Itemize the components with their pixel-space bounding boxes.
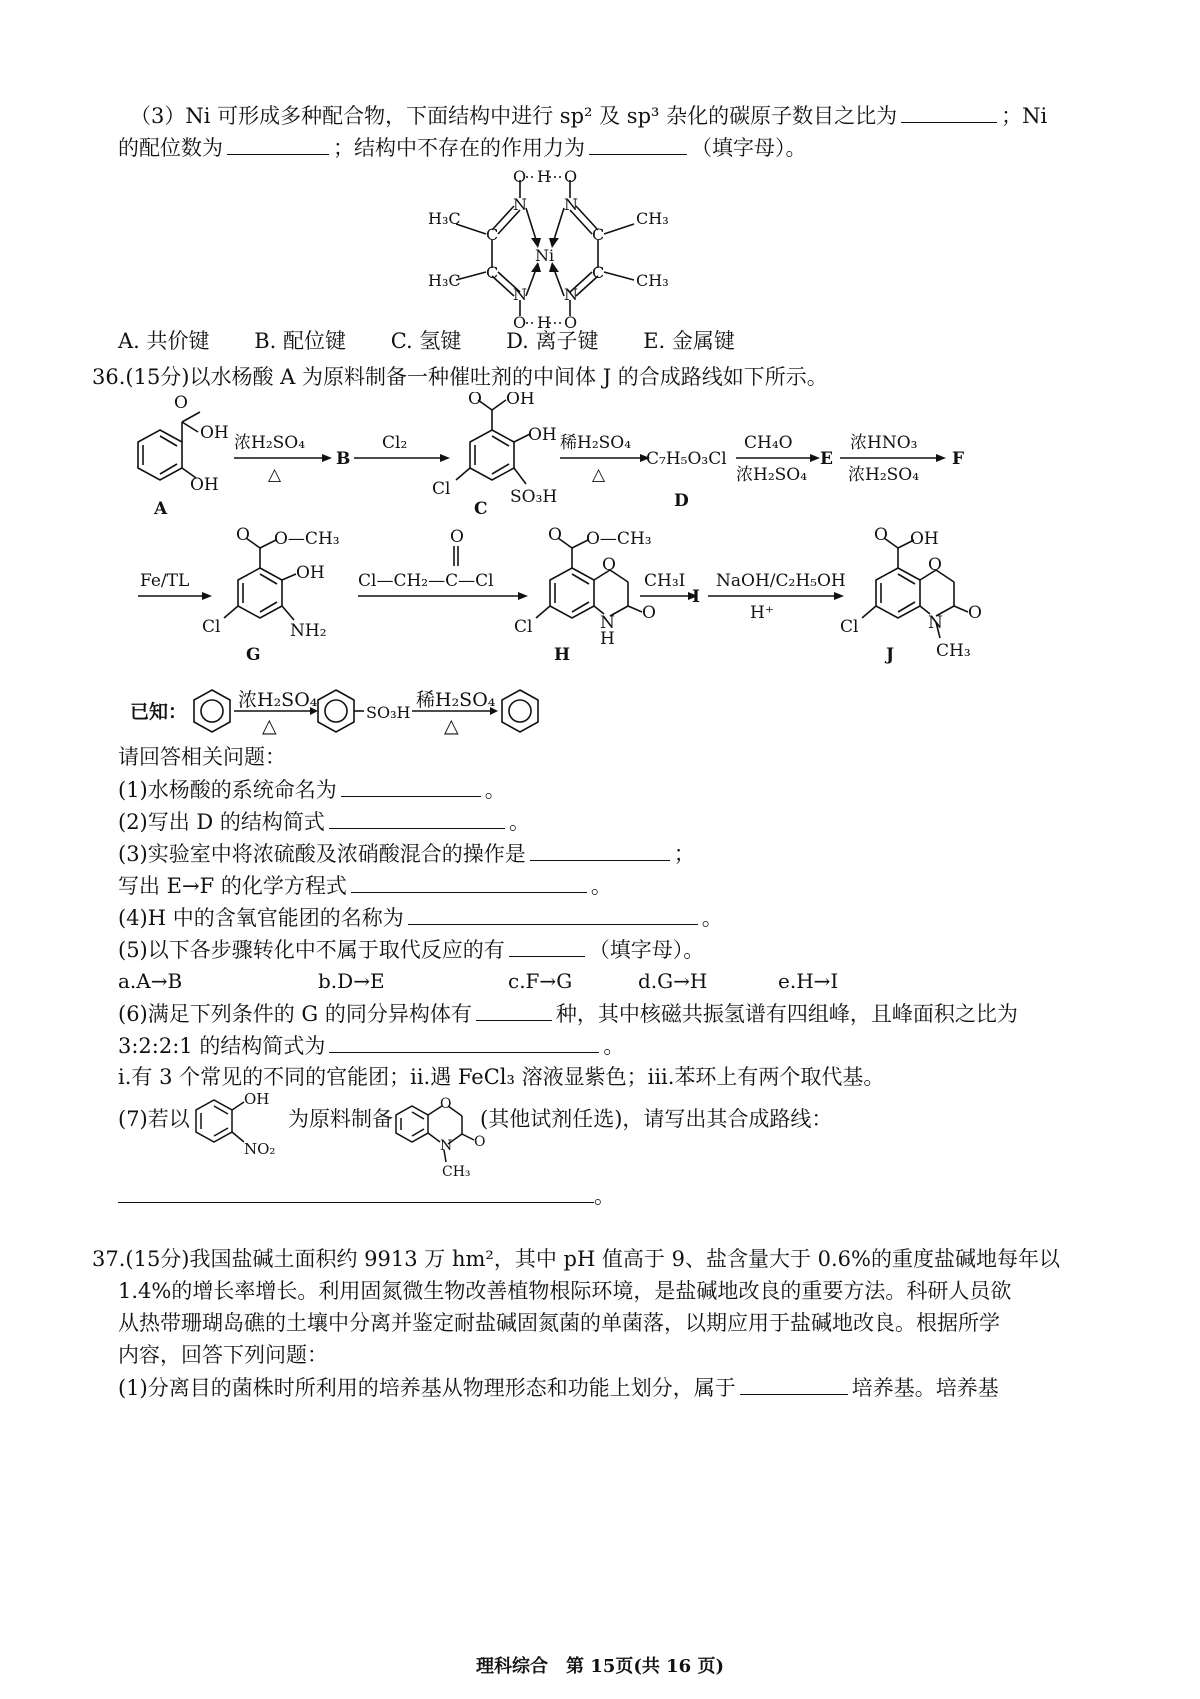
synthesis-route-row2 [110, 526, 1100, 676]
svg-text:O—CH₃: O—CH₃ [274, 529, 340, 549]
q37-line5: (1)分离目的菌株时所利用的培养基从物理形态和功能上划分，属于 培养基。培养基 [118, 1372, 999, 1403]
methyl-group: H₃C [428, 209, 461, 228]
q36-6b: 3:2:2:1 的结构简式为 。 [118, 1030, 624, 1061]
q36-prompt: 请回答相关问题： [118, 745, 286, 769]
svg-text:CH₃: CH₃ [442, 1164, 471, 1180]
svg-text:Cl: Cl [840, 617, 859, 637]
svg-text:NO₂: NO₂ [244, 1140, 276, 1158]
answer-blank [329, 806, 505, 829]
q36-2: (2)写出 D 的结构简式 。 [118, 806, 530, 837]
svg-text:Cl: Cl [432, 479, 451, 499]
q36-1: (1)水杨酸的系统命名为 。 [118, 774, 506, 805]
label-j: J [886, 645, 895, 665]
q36-3a: (3)实验室中将浓硫酸及浓硝酸混合的操作是 ； [118, 838, 695, 869]
answer-blank [341, 774, 481, 797]
svg-text:OH: OH [506, 392, 535, 409]
q35-part3-line1: （3）Ni 可形成多种配合物，下面结构中进行 sp² 及 sp³ 杂化的碳原子数目之比为 ；Ni [130, 100, 1047, 131]
answer-blank [227, 132, 329, 155]
hydrogen-atom: H [537, 168, 551, 186]
q36-3b: 写出 E→F 的化学方程式 。 [118, 870, 612, 901]
oxygen-atom: O [513, 313, 527, 332]
svg-text:NH₂: NH₂ [290, 621, 327, 641]
nitrogen-atom: N [564, 285, 578, 304]
label-h: H [554, 645, 571, 665]
svg-text:O—CH₃: O—CH₃ [586, 529, 652, 549]
label-i: I [692, 587, 700, 607]
q37-line1: 37.(15分)我国盐碱土面积约 9913 万 hm²，其中 pH 值高于 9、盐含量大于 0.6%的重度盐碱地每年以 [92, 1247, 1060, 1271]
oxygen-atom: O [564, 168, 578, 186]
label-f: F [952, 449, 965, 469]
nitrogen-atom: N [564, 195, 578, 214]
svg-text:浓H₂SO₄: 浓H₂SO₄ [736, 465, 808, 485]
nitrogen-atom: N [513, 195, 527, 214]
svg-text:OH: OH [190, 475, 219, 495]
option-d: D. 离子键 [506, 329, 599, 353]
svg-text:O: O [174, 393, 188, 413]
carbon-atom: C [592, 225, 605, 244]
svg-text:CH₃I: CH₃I [644, 571, 686, 591]
svg-text:OH: OH [296, 563, 325, 583]
svg-text:O: O [474, 1134, 486, 1150]
answer-blank [118, 1180, 594, 1203]
option-a: A. 共价键 [118, 329, 210, 353]
svg-text:N: N [440, 1138, 453, 1154]
svg-text:△: △ [268, 465, 282, 485]
svg-text:已知：: 已知： [130, 701, 188, 723]
q35-part3-line2: 的配位数为 ；结构中不存在的作用力为 （填字母）。 [118, 132, 807, 163]
label-c: C [474, 499, 488, 519]
svg-text:N: N [600, 613, 615, 633]
svg-text:CH₃: CH₃ [936, 641, 971, 661]
q36-7-suffix: (其他试剂任选)，请写出其合成路线： [480, 1107, 833, 1131]
label-d: D [674, 491, 689, 511]
svg-text:浓H₂SO₄: 浓H₂SO₄ [848, 465, 920, 485]
svg-text:浓H₂SO₄: 浓H₂SO₄ [238, 689, 318, 711]
svg-text:稀H₂SO₄: 稀H₂SO₄ [416, 689, 496, 711]
svg-text:CH₄O: CH₄O [744, 433, 793, 453]
answer-blank [740, 1372, 848, 1395]
label-e: E [820, 449, 833, 469]
svg-text:浓H₂SO₄: 浓H₂SO₄ [234, 433, 306, 453]
carbon-atom: C [592, 263, 605, 282]
svg-text:O: O [968, 603, 982, 623]
answer-blank [351, 870, 587, 893]
q36-5-options: a.A→B b.D→E c.F→G d.G→H e.H→I [118, 969, 839, 993]
svg-text:OH: OH [244, 1090, 270, 1108]
answer-blank [901, 100, 997, 123]
svg-text:△: △ [444, 715, 459, 737]
svg-text:O: O [874, 526, 888, 545]
answer-blank [476, 998, 552, 1021]
svg-text:OH: OH [528, 425, 557, 445]
carbon-atom: C [486, 263, 499, 282]
svg-text:稀H₂SO₄: 稀H₂SO₄ [560, 433, 632, 453]
nitrogen-atom: N [513, 285, 527, 304]
option-c: C. 氢键 [390, 329, 462, 353]
q36-7-mid: 为原料制备 [288, 1107, 393, 1131]
methyl-group: CH₃ [636, 271, 669, 290]
q36-6a: (6)满足下列条件的 G 的同分异构体有 种，其中核磁共振氢谱有四组峰，且峰面积之比为 [118, 998, 1018, 1029]
nickel-dioxime-complex-diagram [420, 168, 690, 338]
q37-line2: 1.4%的增长率增长。利用固氮微生物改善植物根际环境，是盐碱地改良的重要方法。科研人员欲 [118, 1279, 1012, 1303]
o-nitrophenol-structure [184, 1088, 294, 1160]
answer-blank [329, 1030, 599, 1053]
svg-text:O: O [236, 526, 250, 545]
q35-options [118, 326, 773, 356]
answer-blank [509, 934, 585, 957]
svg-text:H⁺: H⁺ [750, 603, 774, 623]
carbon-atom: C [486, 225, 499, 244]
label-g: G [246, 645, 261, 665]
label-b: B [336, 449, 351, 469]
page-footer: 理科综合 第 15页(共 16 页) [476, 1656, 724, 1677]
svg-text:O: O [642, 603, 656, 623]
q36-6c: i.有 3 个常见的不同的官能团；ii.遇 FeCl₃ 溶液显紫色；iii.苯环上有两个取代基。 [118, 1065, 885, 1089]
svg-text:N: N [928, 613, 943, 633]
svg-text:OH: OH [200, 423, 229, 443]
option-b: B. 配位键 [254, 329, 347, 353]
svg-text:NaOH/C₂H₅OH: NaOH/C₂H₅OH [716, 571, 846, 591]
svg-text:O: O [440, 1096, 452, 1112]
svg-text:O: O [548, 526, 562, 545]
hydrogen-atom: H [537, 313, 551, 332]
answer-blank [589, 132, 687, 155]
q36-7-answer: 。 [118, 1180, 615, 1211]
label-a: A [154, 499, 168, 519]
synthesis-route-row1 [110, 392, 1100, 522]
svg-text:OH: OH [910, 529, 939, 549]
methyl-group: CH₃ [636, 209, 669, 228]
nickel-atom: Ni [535, 246, 555, 265]
q36-7-prefix: (7)若以 [118, 1107, 190, 1131]
svg-text:△: △ [592, 465, 606, 485]
q36-4: (4)H 中的含氧官能团的名称为 。 [118, 902, 723, 933]
known-reaction-diagram [130, 680, 590, 750]
svg-text:O: O [602, 555, 616, 575]
svg-text:H: H [600, 629, 615, 649]
q36-title: 36.(15分)以水杨酸 A 为原料制备一种催吐剂的中间体 J 的合成路线如下所示。 [92, 365, 828, 389]
target-benzoxazinone-structure [388, 1092, 488, 1182]
methyl-group: H₃C [428, 271, 461, 290]
svg-text:C₇H₅O₃Cl: C₇H₅O₃Cl [646, 449, 727, 469]
svg-text:SO₃H: SO₃H [366, 703, 411, 722]
svg-text:△: △ [262, 715, 277, 737]
svg-text:Cl: Cl [514, 617, 533, 637]
svg-text:浓HNO₃: 浓HNO₃ [850, 433, 918, 453]
svg-text:Cl: Cl [202, 617, 221, 637]
answer-blank [530, 838, 670, 861]
q37-line4: 内容，回答下列问题： [118, 1343, 328, 1367]
answer-blank [408, 902, 698, 925]
oxygen-atom: O [513, 168, 527, 186]
svg-text:O: O [928, 555, 942, 575]
svg-text:O: O [468, 392, 482, 409]
svg-text:SO₃H: SO₃H [510, 487, 558, 507]
svg-text:Fe/TL: Fe/TL [140, 571, 190, 591]
q36-5: (5)以下各步骤转化中不属于取代反应的有 （填字母）。 [118, 934, 704, 965]
oxygen-atom: O [564, 313, 578, 332]
svg-text:Cl—CH₂—C—Cl: Cl—CH₂—C—Cl [358, 571, 494, 591]
svg-text:O: O [450, 527, 464, 547]
q37-line3: 从热带珊瑚岛礁的土壤中分离并鉴定耐盐碱固氮菌的单菌落，以期应用于盐碱地改良。根据所学 [118, 1311, 1000, 1335]
svg-text:Cl₂: Cl₂ [382, 433, 408, 453]
option-e: E. 金属键 [643, 329, 735, 353]
